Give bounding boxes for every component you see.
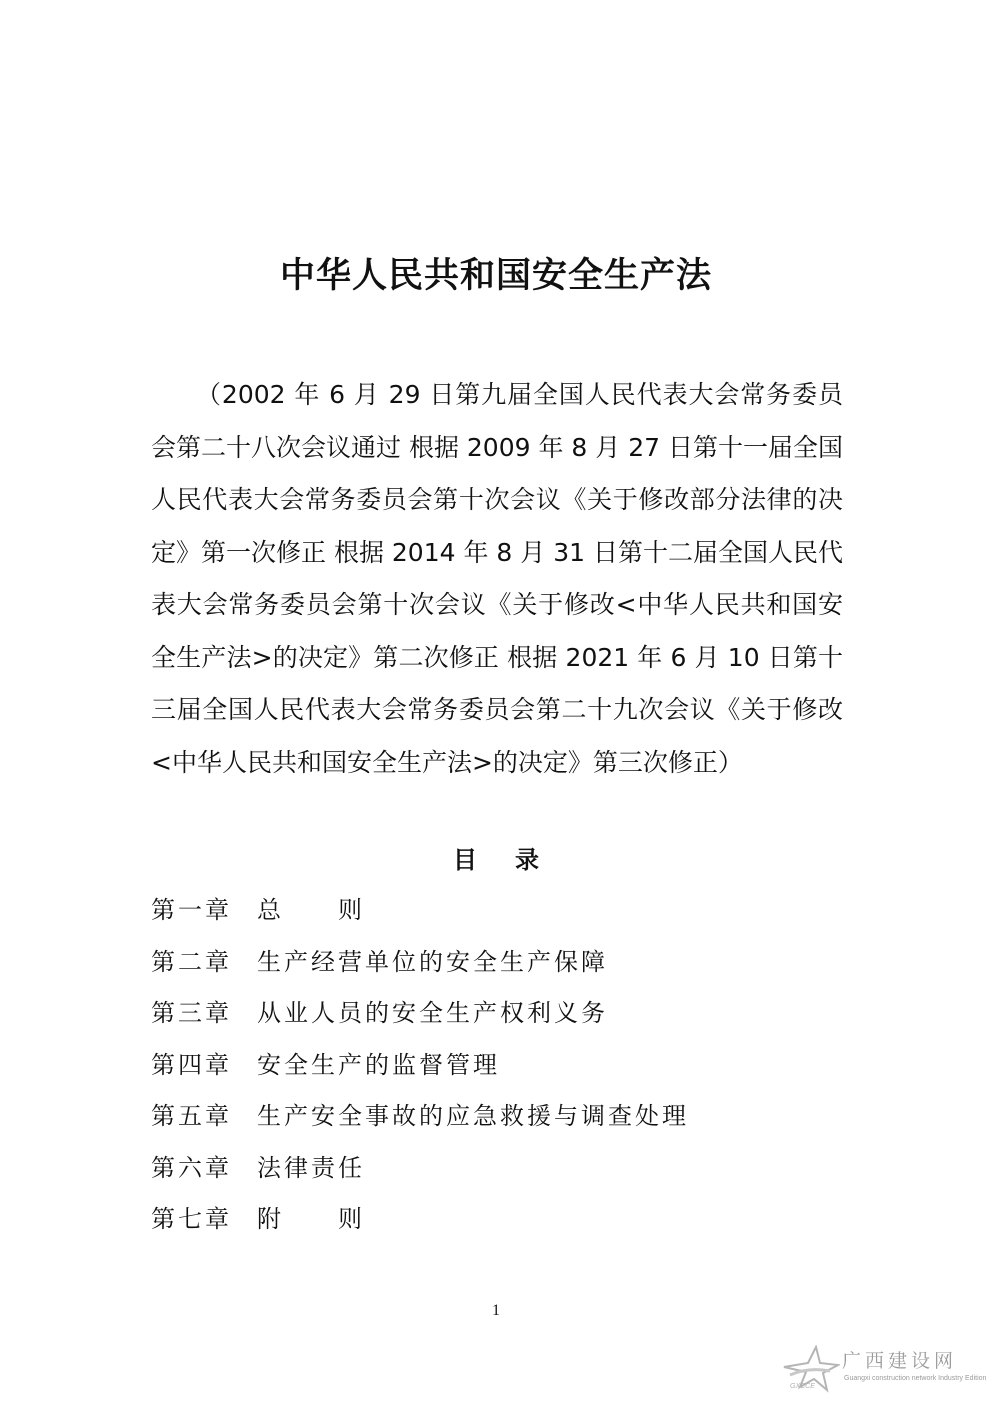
table-of-contents [151, 890, 689, 1251]
toc-chapter-number: 第七章 [151, 1205, 232, 1233]
toc-chapter-name: 从业人员的安全生产权利义务 [257, 999, 608, 1027]
toc-chapter-name: 法律责任 [257, 1153, 365, 1182]
watermark-logo [782, 1345, 987, 1395]
toc-chapter-name: 生产经营单位的安全生产保障 [257, 947, 608, 976]
toc-item [151, 942, 689, 994]
toc-title: 目录 [453, 845, 577, 874]
watermark-small-logo-text: GXCCE [790, 1383, 815, 1390]
toc-item [151, 1045, 689, 1097]
watermark-site-name: 广西建设网 [842, 1350, 958, 1372]
toc-chapter-name: 安全生产的监督管理 [257, 1050, 500, 1079]
toc-chapter-number: 第六章 [151, 1153, 232, 1182]
toc-item [151, 1199, 689, 1251]
preamble-paragraph: （2002 年 6 月 29 日第九届全国人民代表大会常务委员会第二十八次会议通过 根据 2009 年 8 月 27 日第十一届全国人民代表大会常务委员会第十次会议《关于修改部分法律的决定》第一次修正 根据 2014 年 8 月 31 日第十二届全国人民代表大会常务委员会第十次会议《关于修改<中华人民共和国安全生产法>的决定》第二次修正 根据 2021 年 6 月 10 日第十三届全国人民代表大会常务委员会第二十九次会议《关于修改<中华人民共和国安全生产法>的决定》第三次修正） [151, 380, 843, 777]
page-number: 1 [492, 1302, 500, 1319]
toc-chapter-name: 附 则 [257, 1205, 365, 1233]
toc-chapter-number: 第三章 [151, 999, 232, 1027]
toc-item [151, 890, 689, 942]
toc-chapter-name: 总 则 [257, 896, 365, 924]
toc-item [151, 1096, 689, 1148]
toc-item [151, 1148, 689, 1200]
document-title: 中华人民共和国安全生产法 [279, 256, 712, 296]
toc-chapter-number: 第四章 [151, 1050, 232, 1079]
watermark-subtitle: Guangxi construction network Industry Edition [844, 1375, 987, 1382]
toc-chapter-number: 第一章 [151, 896, 232, 924]
toc-chapter-number: 第二章 [151, 947, 232, 976]
toc-chapter-number: 第五章 [151, 1102, 232, 1130]
toc-item [151, 993, 689, 1045]
toc-chapter-name: 生产安全事故的应急救援与调查处理 [257, 1102, 689, 1130]
